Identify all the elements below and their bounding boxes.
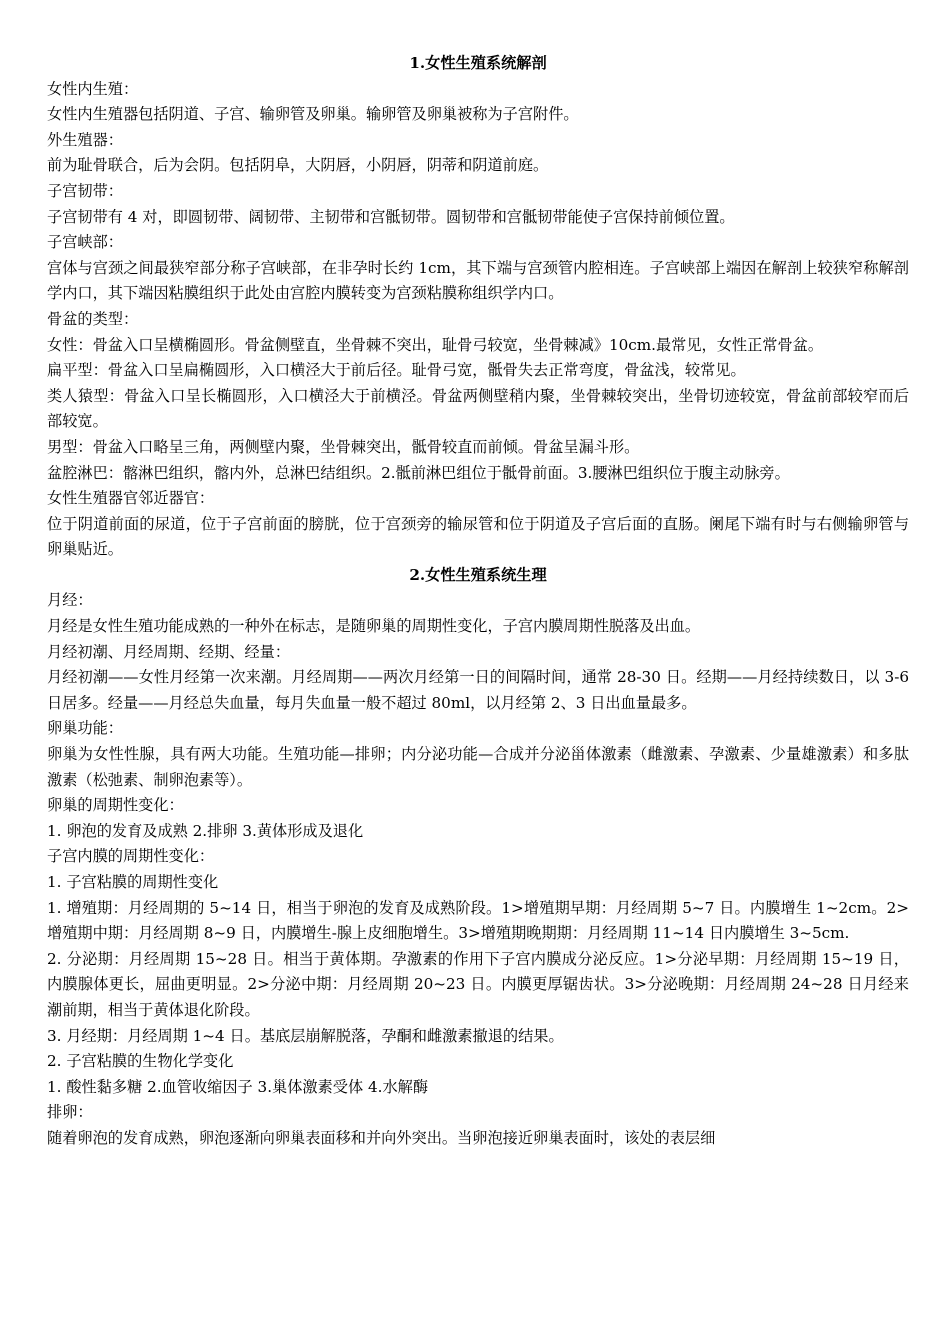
heading-menarche-cycle: 月经初潮、月经周期、经期、经量： [47, 642, 290, 661]
heading-uterine-ligaments: 子宫韧带： [47, 181, 123, 200]
paragraph-menstruation: 月经是女性生殖功能成熟的一种外在标志，是随卵巢的周期性变化，子宫内膜周期性脱落及出血。 [47, 617, 701, 636]
paragraph-pelvis-platypelloid: 扁平型：骨盆入口呈扁椭圆形，入口横泾大于前后径。耻骨弓宽，骶骨失去正常弯度，骨盆浅，较常见。 [47, 361, 746, 380]
section-title-physiology: 2.女性生殖系统生理 [409, 565, 547, 584]
heading-external-genitalia: 外生殖器： [47, 130, 123, 149]
paragraph-internal-genitalia: 女性内生殖器包括阴道、子宫、输卵管及卵巢。输卵管及卵巢被称为子宫附件。 [47, 105, 579, 124]
list-item-biochemical-items: 1. 酸性黏多糖 2.血管收缩因子 3.巢体激素受体 4.水解酶 [47, 1077, 429, 1096]
paragraph-pelvic-lymph: 盆腔淋巴：髂淋巴组织，髂内外，总淋巴结组织。2.骶前淋巴组位于骶骨前面。3.腰淋巴组织位于腹主动脉旁。 [47, 463, 790, 482]
paragraph-pelvis-gynecoid: 女性：骨盆入口呈横椭圆形。骨盆侧壁直，坐骨棘不突出，耻骨弓较宽，坐骨棘减》10cm.最常见，女性正常骨盆。 [47, 335, 824, 354]
heading-pelvis-types: 骨盆的类型： [47, 309, 139, 328]
paragraph-adjacent-organs: 位于阴道前面的尿道，位于子宫前面的膀胱，位于宫颈旁的输尿管和位于阴道及子宫后面的直肠。阑尾下端有时与右侧输卵管与卵巢贴近。 [47, 514, 909, 559]
list-item-ovary-cycle: 1. 卵泡的发育及成熟 2.排卵 3.黄体形成及退化 [47, 821, 364, 840]
paragraph-menstrual-phase: 3. 月经期：月经周期 1~4 日。基底层崩解脱落，孕酮和雌激素撤退的结果。 [47, 1026, 564, 1045]
document-page [47, 51, 909, 1152]
heading-endometrium-cycle: 子宫内膜的周期性变化： [47, 847, 215, 866]
paragraph-ovulation: 随着卵泡的发育成熟，卵泡逐渐向卵巢表面移和并向外突出。当卵泡接近卵巢表面时，该处的表层细 [47, 1128, 716, 1147]
paragraph-proliferative-phase: 1. 增殖期：月经周期的 5~14 日，相当于卵泡的发育及成熟阶段。1>增殖期早期：月经周期 5~7 日。内膜增生 1~2cm。2>增殖期中期：月经周期 8~9 日，内膜增生-腺上皮细胞增生。3>增殖期晚期期：月经周期 11~14 日内膜增生 3~5cm. [47, 898, 909, 943]
heading-ovulation: 排卵： [47, 1103, 93, 1122]
heading-menstruation: 月经： [47, 591, 93, 610]
paragraph-uterine-isthmus: 宫体与宫颈之间最狭窄部分称子宫峡部，在非孕时长约 1cm，其下端与宫颈管内腔相连。子宫峡部上端因在解剖上较狭窄称解剖学内口，其下端因粘膜组织于此处由宫腔内膜转变为宫颈粘膜称组织学内口。 [47, 258, 909, 303]
paragraph-pelvis-anthropoid: 类人猿型：骨盆入口呈长椭圆形，入口横泾大于前横泾。骨盆两侧壁稍内聚，坐骨棘较突出，坐骨切迹较宽，骨盆前部较窄而后部较宽。 [47, 386, 909, 431]
heading-ovary-function: 卵巢功能： [47, 719, 123, 738]
list-item-biochemical-changes: 2. 子宫粘膜的生物化学变化 [47, 1052, 234, 1071]
paragraph-uterine-ligaments: 子宫韧带有 4 对，即圆韧带、阔韧带、主韧带和宫骶韧带。圆韧带和宫骶韧带能使子宫保持前倾位置。 [47, 207, 735, 226]
section-title-anatomy: 1.女性生殖系统解剖 [409, 54, 547, 72]
paragraph-menarche-cycle: 月经初潮——女性月经第一次来潮。月经周期——两次月经第一日的间隔时间，通常 28-30 日。经期——月经持续数日，以 3-6 日居多。经量——月经总失血量，每月失血量一般不超过 80ml，以月经第 2、3 日出血量最多。 [47, 668, 909, 712]
heading-uterine-isthmus: 子宫峡部： [47, 233, 123, 252]
heading-internal-genitalia: 女性内生殖： [47, 79, 139, 98]
paragraph-secretory-phase: 2. 分泌期：月经周期 15~28 日。相当于黄体期。孕激素的作用下子宫内膜成分泌反应。1>分泌早期：月经周期 15~19 日，内膜腺体更长，屈曲更明显。2>分泌中期：月经周期 20~23 日。内膜更厚锯齿状。3>分泌晚期：月经周期 24~28 日月经来潮前期，相当于黄体退化阶段。 [47, 949, 909, 1019]
list-item-mucosa-cycle: 1. 子宫粘膜的周期性变化 [47, 873, 219, 891]
heading-adjacent-organs: 女性生殖器官邻近器官： [47, 489, 215, 508]
paragraph-external-genitalia: 前为耻骨联合，后为会阴。包括阴阜，大阴唇，小阴唇，阴蒂和阴道前庭。 [47, 156, 549, 175]
heading-ovary-cycle: 卵巢的周期性变化： [47, 796, 184, 815]
paragraph-pelvis-android: 男型：骨盆入口略呈三角，两侧壁内聚，坐骨棘突出，骶骨较直而前倾。骨盆呈漏斗形。 [47, 437, 640, 456]
paragraph-ovary-function: 卵巢为女性性腺，具有两大功能。生殖功能—排卵；内分泌功能—合成并分泌甾体激素（雌激素、孕激素、少量雄激素）和多肽激素（松弛素、制卵泡素等）。 [47, 745, 909, 789]
